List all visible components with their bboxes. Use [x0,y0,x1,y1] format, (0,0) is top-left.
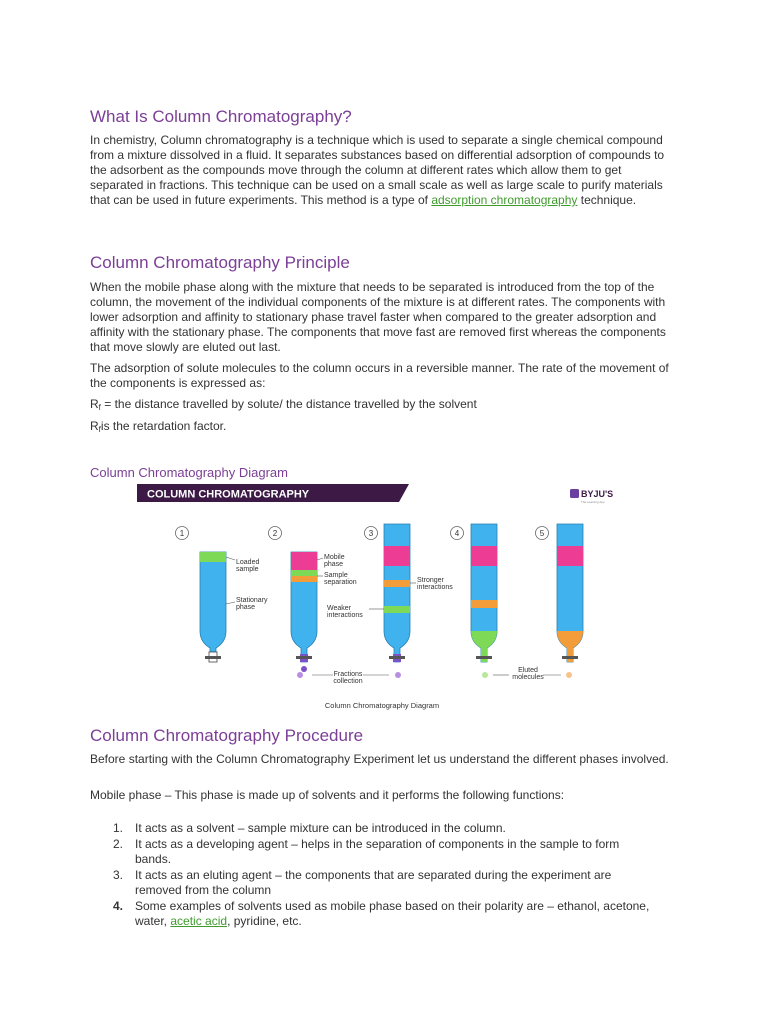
list-item-text: It acts as an eluting agent – the components that are separated during the experiment are removed from the column [135,868,612,897]
figure-caption: Column Chromatography Diagram [324,701,440,710]
list-item-text: Some examples of solvents used as mobile phase based on their polarity are – ethanol, acetone, water, [135,899,650,928]
column-3 [384,524,410,662]
step-number-1 [176,527,189,540]
banner-title: COLUMN CHROMATOGRAPHY [147,488,310,501]
step-number-2 [269,527,282,540]
rf-symbol: R [90,397,99,411]
label-stationary-phase [226,597,268,611]
rf-definition: = the distance travelled by solute/ the distance travelled by the solvent [104,397,477,411]
svg-text:collection: collection [333,678,363,685]
brand-tagline: The Learning App [581,500,605,504]
svg-text:5: 5 [539,529,545,538]
step-number-4 [451,527,464,540]
svg-text:Eluted: Eluted [518,667,538,674]
svg-text:Weaker: Weaker [327,605,351,612]
svg-text:interactions: interactions [417,584,453,591]
svg-text:1: 1 [179,529,185,538]
heading-procedure: Column Chromatography Procedure [90,726,364,745]
label-stronger-interactions [410,577,453,591]
heading-principle: Column Chromatography Principle [90,253,350,272]
procedure-paragraph-2: Mobile phase – This phase is made up of solvents and it performs the following functions: [90,788,565,802]
rf-symbol-2: R [90,419,99,433]
brand-name: BYJU'S [581,489,614,499]
list-item-text: It acts as a developing agent – helps in the separation of components in the sample to form bands. [135,837,620,866]
mobile-phase-functions-list [113,821,653,930]
principle-paragraph-2: The adsorption of solute molecules to the column occurs in a reversible manner. The rate of the movement of the components is expressed as: [90,361,669,390]
svg-text:Stronger: Stronger [417,577,444,584]
list-item [113,837,653,867]
svg-text:Fractions: Fractions [333,671,363,678]
intro-text-end: technique. [577,193,637,207]
intro-paragraph [90,133,676,208]
column-1 [200,552,226,662]
label-fractions-collection [312,671,389,685]
label-sample-separation [317,572,357,586]
svg-text:phase: phase [236,604,256,611]
svg-text:4: 4 [454,529,460,538]
intro-text: In chemistry, Column chromatography is a technique which is used to separate a single chemical compound from a mixture dissolved in a fluid. It separates substances based on differential adsorption of compounds to the adsorbent as the compounds move through the column at different rates which allow them to get separated in fractions. This technique can be used on a small scale as well as large scale to purify materials that can be used in future experiments. This method is a type of [90,133,665,207]
label-weaker-interactions [327,605,384,619]
rf-subscript: f [98,403,101,412]
list-item-number: 3. [113,868,124,882]
svg-text:phase: phase [324,561,344,568]
list-item [113,868,653,898]
step-number-3 [365,527,378,540]
column-5 [557,524,583,662]
list-item-number: 1. [113,821,124,835]
svg-text:2: 2 [272,529,278,538]
rf-formula [90,397,477,415]
svg-text:separation: separation [324,579,357,586]
byjus-logo-icon [570,489,579,498]
rf-note-text: is the retardation factor. [100,419,227,433]
list-item-text-end: , pyridine, etc. [227,914,302,928]
acetic-acid-link[interactable]: acetic acid [170,914,228,928]
heading-what-is: What Is Column Chromatography? [90,107,352,126]
heading-diagram: Column Chromatography Diagram [90,465,288,480]
column-4 [471,524,497,662]
label-loaded-sample [226,557,259,573]
principle-paragraph-1: When the mobile phase along with the mixture that needs to be separated is introduced from the top of the column, the movement of the individual components of the mixture is at different rates. The components with lower adsorption and affinity to stationary phase travel faster when compared to the greater adsorption and affinity with the stationary phase. The components that move fast are removed first whereas the components that move slowly are eluted out last. [90,280,666,354]
label-eluted-molecules [493,667,561,681]
svg-text:Stationary: Stationary [236,597,268,604]
list-item-number: 2. [113,837,124,851]
step-number-5 [536,527,549,540]
svg-text:interactions: interactions [327,612,363,619]
adsorption-chromatography-link[interactable]: adsorption chromatography [431,193,578,207]
svg-text:Sample: Sample [324,572,348,579]
svg-text:molecules: molecules [512,674,544,681]
list-item-number: 4. [113,899,124,913]
svg-text:sample: sample [236,566,259,573]
svg-text:3: 3 [368,529,374,538]
rf-note [90,419,226,437]
label-mobile-phase [317,554,345,568]
svg-text:Loaded: Loaded [236,559,260,566]
svg-text:Mobile: Mobile [324,554,345,561]
column-chromatography-figure [137,484,675,714]
list-item [113,821,653,836]
list-item [113,899,653,929]
list-item-text: It acts as a solvent – sample mixture can be introduced in the column. [135,821,506,835]
procedure-paragraph-1: Before starting with the Column Chromatography Experiment let us understand the different phases involved. [90,752,669,766]
column-2 [291,552,317,672]
rf-subscript-2: f [98,425,101,434]
